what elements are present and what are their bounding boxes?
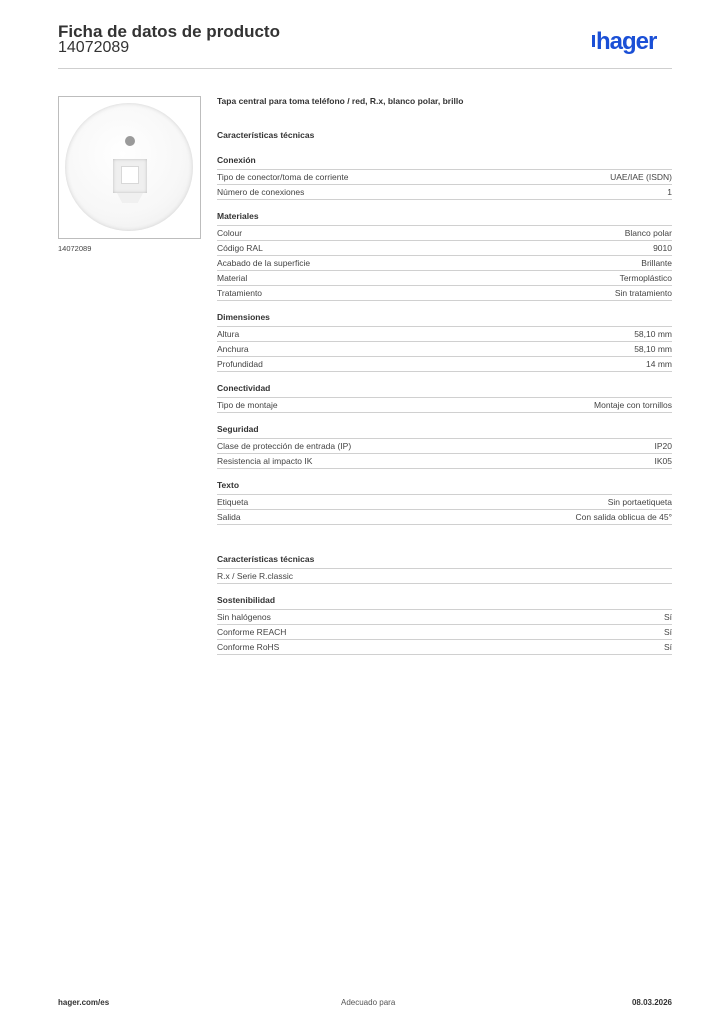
spec-value: Sí <box>663 642 672 652</box>
logo-mark-icon <box>592 35 595 47</box>
spec-section <box>217 424 672 469</box>
spec-sections <box>217 155 672 525</box>
spec-label: Altura <box>217 329 240 339</box>
spec-label: Conforme RoHS <box>217 642 280 652</box>
spec-row <box>217 342 672 357</box>
product-number: 14072089 <box>58 39 130 56</box>
spec-value: 9010 <box>653 243 672 253</box>
spec-row <box>217 510 672 525</box>
socket-port <box>121 166 139 184</box>
spec-row <box>217 271 672 286</box>
main-heading: Características técnicas <box>217 130 315 140</box>
spec-value: 58,10 mm <box>634 344 672 354</box>
spec-label: Número de conexiones <box>217 187 305 197</box>
spec-label: Material <box>217 273 248 283</box>
footer-date: 08.03.2026 <box>631 998 672 1007</box>
cover-plate-image <box>65 103 193 231</box>
extra-sections <box>217 554 672 655</box>
product-image <box>58 96 201 239</box>
socket-opening <box>113 159 147 193</box>
spec-label: Sin halógenos <box>217 612 271 622</box>
spec-label: Colour <box>217 228 243 238</box>
spec-row <box>217 610 672 625</box>
spec-label: Clase de protección de entrada (IP) <box>217 441 352 451</box>
spec-label: Anchura <box>217 344 249 354</box>
header-divider <box>58 68 672 69</box>
indicator-dot <box>125 136 135 146</box>
spec-value: Termoplástico <box>619 273 672 283</box>
page-title: Ficha de datos de producto <box>58 22 280 41</box>
section-title: Conexión <box>217 155 672 170</box>
hager-logo <box>592 28 656 56</box>
spec-label: Código RAL <box>217 243 263 253</box>
spec-row <box>217 495 672 510</box>
footer-website: hager.com/es <box>58 998 110 1007</box>
spec-value: Brillante <box>641 258 672 268</box>
spec-value: Blanco polar <box>624 228 672 238</box>
spec-row <box>217 256 672 271</box>
spec-row <box>217 439 672 454</box>
spec-label: Resistencia al impacto IK <box>217 456 313 466</box>
footer-note: Adecuado para <box>341 998 396 1007</box>
logo-text: hager <box>596 28 657 55</box>
spec-row <box>217 170 672 185</box>
spec-section <box>217 595 672 655</box>
spec-value: Sí <box>663 627 672 637</box>
spec-label: Tratamiento <box>217 288 263 298</box>
spec-section <box>217 312 672 372</box>
section-title: Texto <box>217 480 672 495</box>
section-title: Dimensiones <box>217 312 672 327</box>
socket-bevel <box>117 193 143 203</box>
spec-value: UAE/IAE (ISDN) <box>610 172 672 182</box>
spec-label: Etiqueta <box>217 497 249 507</box>
spec-row <box>217 357 672 372</box>
spec-row <box>217 625 672 640</box>
spec-value: 14 mm <box>646 359 672 369</box>
spec-label: R.x / Serie R.classic <box>217 571 294 581</box>
section-title: Conectividad <box>217 383 672 398</box>
image-caption: 14072089 <box>58 244 92 253</box>
section-title: Materiales <box>217 211 672 226</box>
spec-row <box>217 185 672 200</box>
spec-content <box>217 96 672 655</box>
spec-label: Profundidad <box>217 359 263 369</box>
spec-row <box>217 327 672 342</box>
spec-value: Con salida oblicua de 45° <box>575 512 672 522</box>
spec-section <box>217 554 672 584</box>
spec-value: Sin tratamiento <box>614 288 672 298</box>
product-title: Tapa central para toma teléfono / red, R.x, blanco polar, brillo <box>217 96 464 106</box>
spec-value: 1 <box>667 187 672 197</box>
section-title: Seguridad <box>217 424 672 439</box>
spec-row <box>217 640 672 655</box>
spec-value: Sí <box>663 612 672 622</box>
spec-row <box>217 454 672 469</box>
spec-row <box>217 286 672 301</box>
spec-label: Tipo de conector/toma de corriente <box>217 172 349 182</box>
spec-value: IP20 <box>654 441 672 451</box>
spec-section <box>217 211 672 301</box>
section-title: Sostenibilidad <box>217 595 672 610</box>
spec-value: IK05 <box>654 456 672 466</box>
spec-section <box>217 480 672 525</box>
spec-row <box>217 241 672 256</box>
spec-label: Acabado de la superficie <box>217 258 311 268</box>
spec-label: Conforme REACH <box>217 627 287 637</box>
section-gap <box>217 525 672 543</box>
spec-value: Montaje con tornillos <box>594 400 672 410</box>
spec-section <box>217 383 672 413</box>
spec-row <box>217 226 672 241</box>
spec-label: Salida <box>217 512 241 522</box>
section-title: Características técnicas <box>217 554 672 569</box>
spec-row <box>217 569 672 584</box>
spec-value: Sin portaetiqueta <box>607 497 672 507</box>
spec-row <box>217 398 672 413</box>
spec-value: 58,10 mm <box>634 329 672 339</box>
spec-section <box>217 155 672 200</box>
spec-label: Tipo de montaje <box>217 400 278 410</box>
